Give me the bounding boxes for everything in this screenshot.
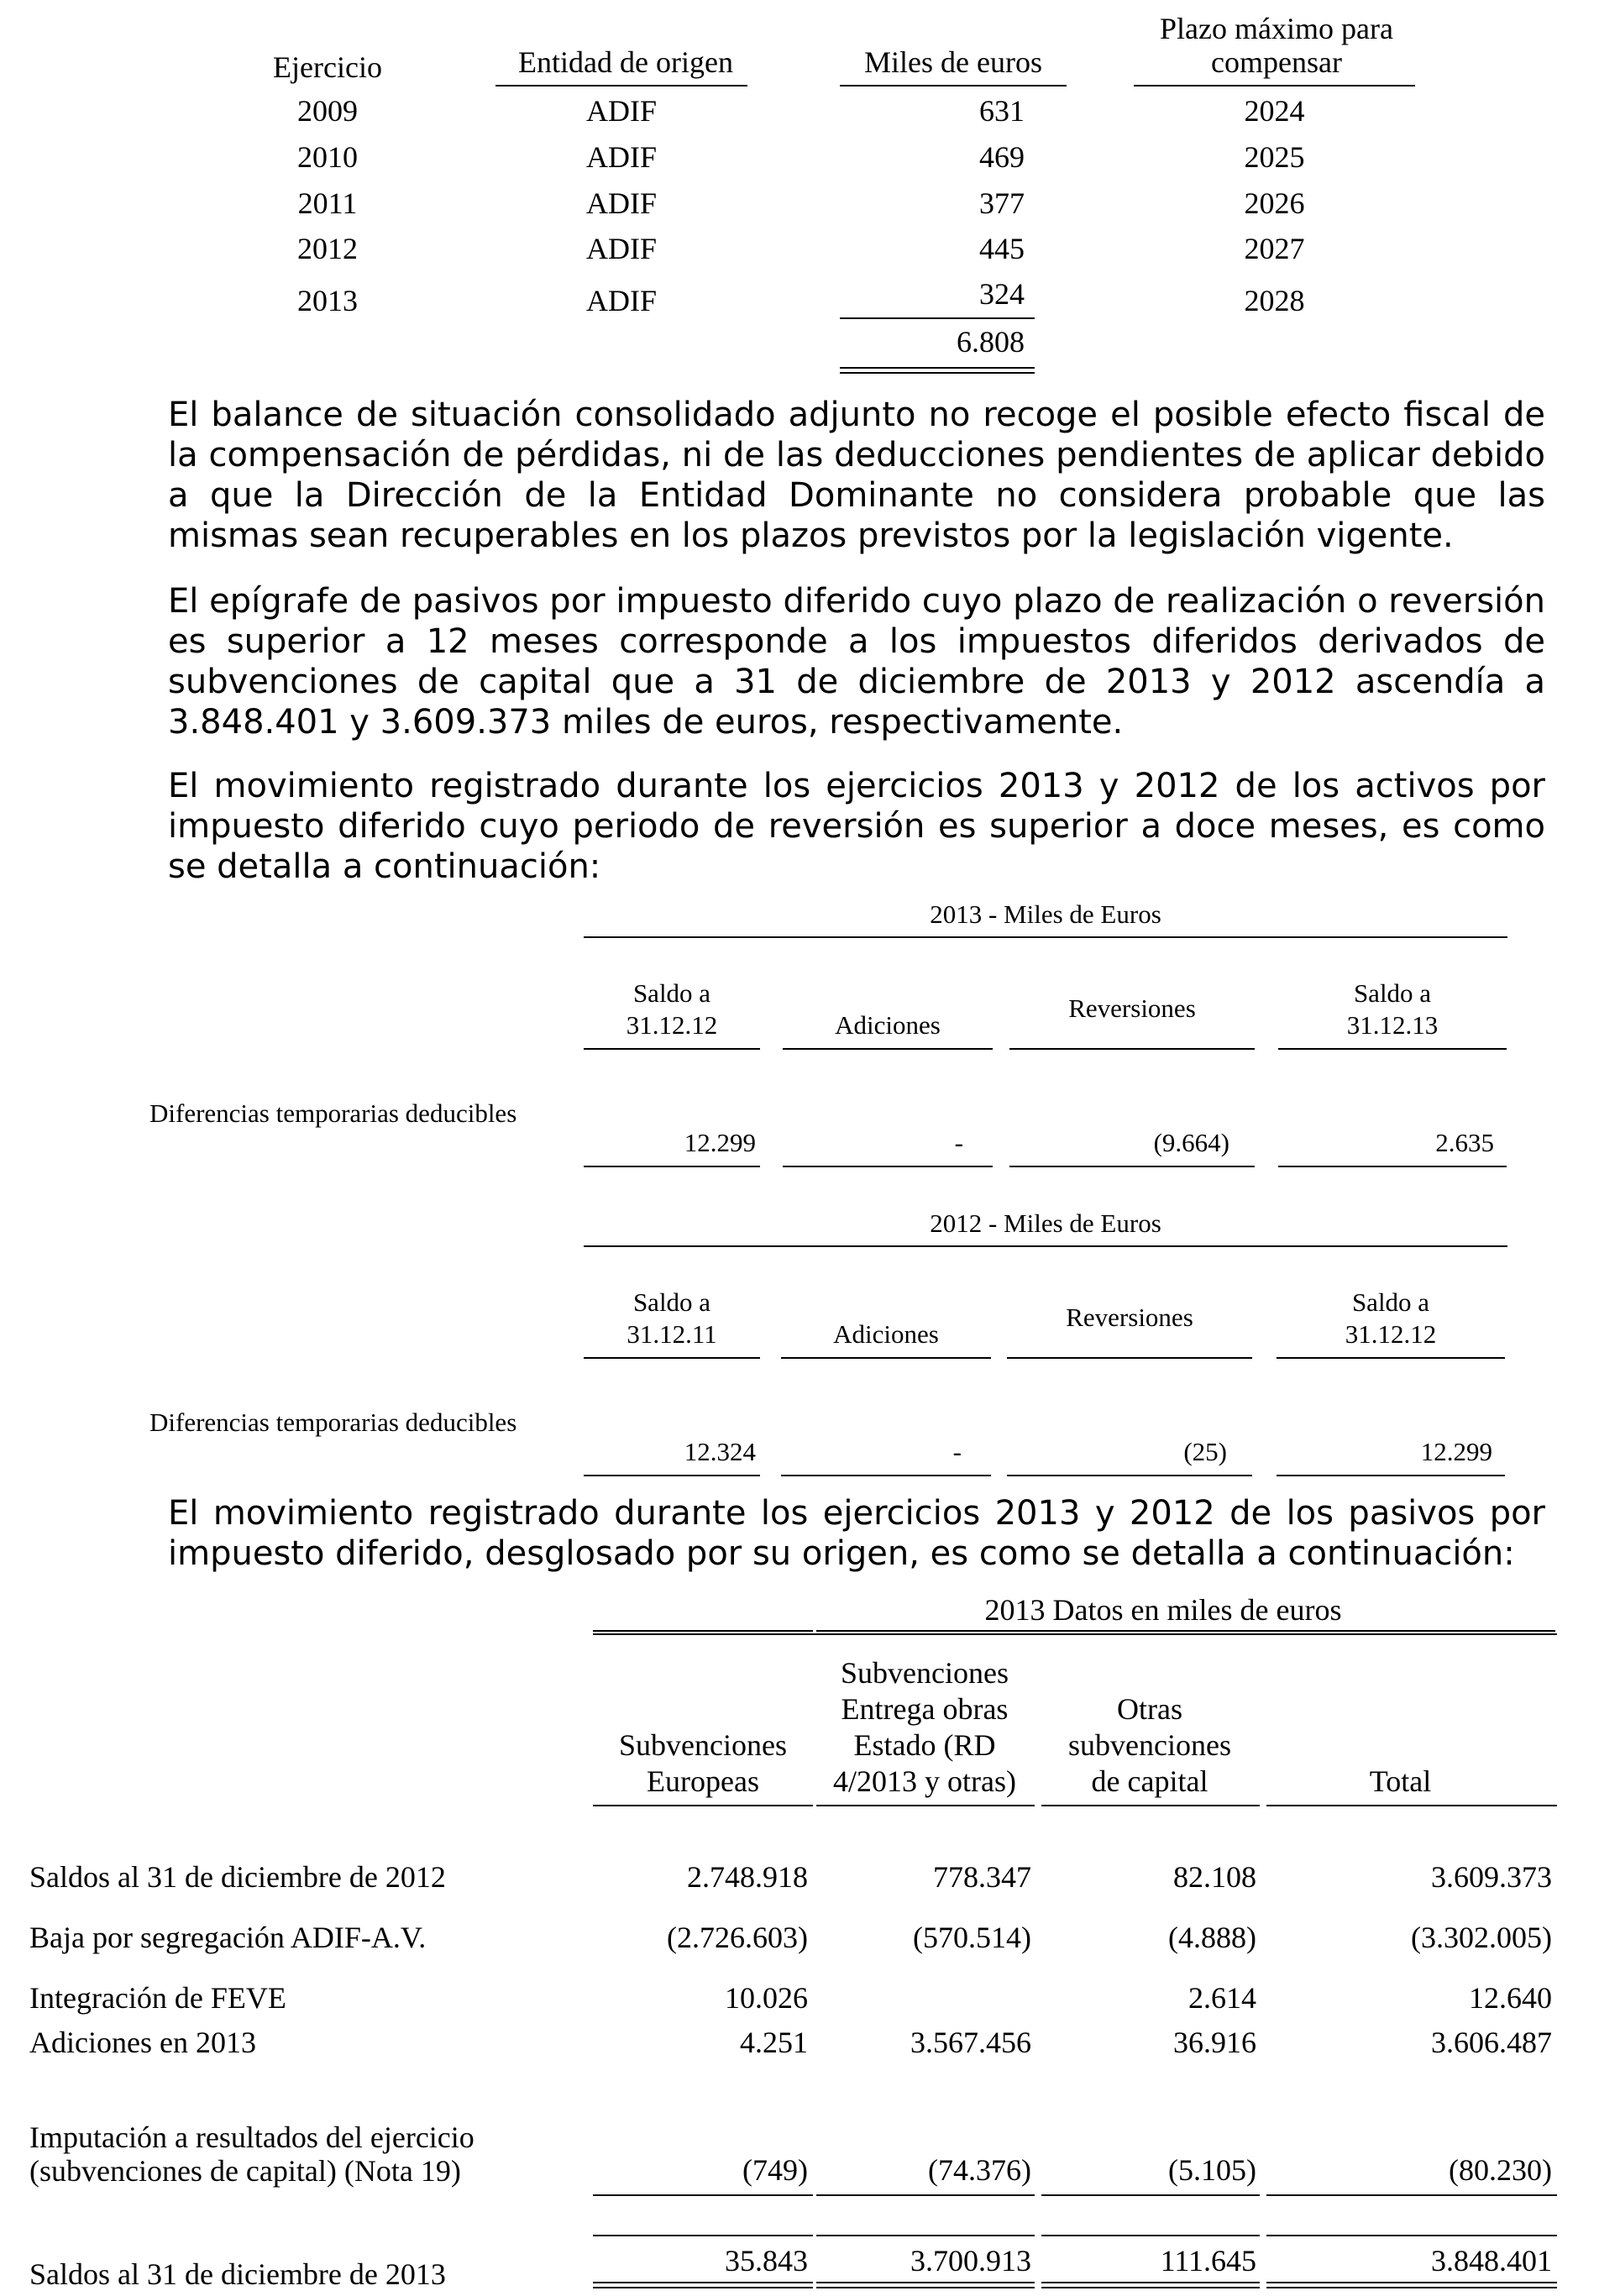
value-total: (80.230): [1449, 2153, 1552, 2187]
col-header-reversals: Reversiones: [1066, 1303, 1193, 1332]
total-double-rule: [816, 2282, 1035, 2288]
value-european: 2.748.918: [687, 1860, 808, 1894]
deferred-liabilities-2013-table: [0, 1591, 1620, 2296]
cell-entity: ADIF: [585, 186, 657, 220]
value-other: 36.916: [1173, 2026, 1256, 2059]
cell-year: 2012: [297, 232, 358, 265]
title-rule: [584, 936, 1507, 938]
row-label: Diferencias temporarias deducibles: [149, 1407, 517, 1437]
value-state: 3.567.456: [910, 2026, 1031, 2059]
deferred-assets-2012-table: [0, 1199, 1620, 1485]
value-other: 2.614: [1188, 1981, 1256, 2015]
header-amount: Miles de euros: [864, 45, 1042, 79]
table-title: 2013 Datos en miles de euros: [984, 1593, 1342, 1627]
title-rule: [816, 1630, 1555, 1632]
cell-deadline: 2028: [1244, 284, 1305, 317]
col-header-state-line4: 4/2013 y otras): [833, 1764, 1016, 1798]
value-total: 3.609.373: [1431, 1860, 1552, 1894]
col-rule: [781, 1357, 991, 1359]
col-header-european-line2: Europeas: [647, 1764, 759, 1798]
value-closing: 12.299: [1420, 1437, 1492, 1466]
cell-deadline: 2024: [1244, 94, 1305, 128]
col-header-opening: Saldo a: [632, 978, 711, 1008]
col-header-other-line3: de capital: [1091, 1764, 1208, 1798]
total-top-rule: [816, 2235, 1035, 2236]
value-total: (3.302.005): [1411, 1921, 1552, 1954]
col-header-european-line1: Subvenciones: [619, 1728, 787, 1762]
value-state: 778.347: [933, 1860, 1031, 1894]
row-label: Saldos al 31 de diciembre de 2012: [29, 1860, 446, 1894]
row-label-line2: (subvenciones de capital) (Nota 19): [29, 2154, 461, 2188]
col-header-additions: Adiciones: [835, 1010, 941, 1040]
total-double-rule: [1266, 2282, 1557, 2288]
col-header-closing: Saldo a: [1351, 1287, 1430, 1317]
value-state: 3.700.913: [910, 2244, 1031, 2278]
col-header-other-line2: subvenciones: [1068, 1728, 1231, 1762]
col-rule: [593, 1805, 813, 1806]
table-title: 2012 - Miles de Euros: [930, 1208, 1161, 1238]
header-deadline-line2: compensar: [1211, 45, 1342, 79]
row-label: Baja por segregación ADIF-A.V.: [29, 1921, 427, 1954]
header-rule-deadline: [1134, 85, 1415, 86]
col-header-opening-date: 31.12.11: [627, 1319, 717, 1349]
value-total: 3.606.487: [1431, 2026, 1552, 2059]
value-total: 3.848.401: [1431, 2244, 1552, 2278]
value-rule: [584, 1166, 760, 1167]
title-rule-left: [593, 1630, 813, 1632]
value-opening: 12.299: [684, 1128, 756, 1157]
header-deadline-line1: Plazo máximo para: [1160, 12, 1393, 45]
col-rule: [1007, 1357, 1252, 1359]
value-additions: -: [954, 1128, 963, 1157]
col-rule: [816, 1805, 1035, 1806]
cell-amount: 445: [979, 232, 1025, 265]
total-top-rule: [1041, 2235, 1260, 2236]
cell-deadline: 2026: [1244, 186, 1305, 220]
col-rule: [1009, 1048, 1255, 1050]
col-header-closing: Saldo a: [1353, 978, 1432, 1008]
col-header-additions: Adiciones: [833, 1319, 939, 1349]
value-rule: [1277, 1475, 1505, 1476]
cell-year: 2011: [297, 186, 358, 220]
value-rule: [584, 1475, 760, 1476]
header-rule-amount: [840, 85, 1067, 86]
value-closing: 2.635: [1435, 1128, 1494, 1157]
paragraph-deferred-liabilities: El epígrafe de pasivos por impuesto diferido cuyo plazo de realización o reversión es superior a 12 meses corresponde a los impuestos diferidos derivados de subvenciones de capital que a 31 de diciembre de 2013 y 2012 ascendía a 3.848.401 y 3.609.373 miles de euros, respectivamente.: [168, 582, 1545, 742]
row-label-line1: Imputación a resultados del ejercicio: [29, 2120, 474, 2154]
col-header-closing-date: 31.12.13: [1346, 1010, 1439, 1040]
cell-amount: 469: [979, 140, 1025, 174]
subtotal-rule: [1266, 2194, 1557, 2196]
cell-entity: ADIF: [585, 140, 657, 174]
cell-entity: ADIF: [585, 232, 657, 265]
value-state: (74.376): [928, 2153, 1031, 2187]
col-header-state-line1: Subvenciones: [841, 1656, 1009, 1690]
value-rule: [783, 1166, 993, 1167]
row-label: Integración de FEVE: [29, 1981, 286, 2015]
col-header-other-line1: Otras: [1117, 1692, 1182, 1726]
header-year: Ejercicio: [273, 50, 382, 84]
value-rule: [781, 1475, 991, 1476]
value-european: 4.251: [740, 2026, 808, 2059]
col-rule: [1266, 1805, 1557, 1806]
value-opening: 12.324: [684, 1437, 756, 1466]
header-entity: Entidad de origen: [518, 45, 733, 79]
col-rule: [1041, 1805, 1260, 1806]
value-reversals: (9.664): [1153, 1128, 1229, 1157]
header-rule-entity: [495, 85, 747, 86]
col-header-total: Total: [1369, 1764, 1432, 1798]
total-double-rule: [840, 367, 1035, 374]
value-other: (5.105): [1168, 2153, 1256, 2187]
value-rule: [1007, 1475, 1252, 1476]
title-double-rule: [593, 1633, 1557, 1638]
col-rule: [1277, 1357, 1505, 1359]
cell-amount: 377: [979, 186, 1025, 220]
cell-year: 2010: [297, 140, 358, 174]
subtotal-rule: [840, 317, 1035, 319]
paragraph-deferred-liabilities-intro: El movimiento registrado durante los ejercicios 2013 y 2012 de los pasivos por impuesto diferido, desglosado por su origen, es como se detalla a continuación:: [168, 1494, 1545, 1573]
total-double-rule: [1041, 2282, 1260, 2288]
col-rule: [1278, 1048, 1507, 1050]
total-top-rule: [1266, 2235, 1557, 2236]
col-rule: [783, 1048, 993, 1050]
table-title: 2013 - Miles de Euros: [930, 899, 1161, 929]
value-state: (570.514): [913, 1921, 1031, 1954]
cell-year: 2009: [297, 94, 358, 128]
value-rule: [1009, 1166, 1255, 1167]
value-european: (749): [742, 2153, 808, 2187]
cell-entity: ADIF: [585, 94, 657, 128]
value-european: (2.726.603): [667, 1921, 808, 1954]
col-header-state-line2: Entrega obras: [841, 1692, 1009, 1726]
value-other: (4.888): [1168, 1921, 1256, 1954]
col-header-opening: Saldo a: [632, 1287, 711, 1317]
subtotal-rule: [593, 2194, 813, 2196]
col-rule: [584, 1048, 760, 1050]
deferred-assets-2013-table: [0, 890, 1620, 1176]
cell-year: 2013: [297, 284, 358, 317]
row-label: Saldos al 31 de diciembre de 2013: [29, 2257, 446, 2291]
cell-amount: 324: [979, 277, 1025, 311]
col-rule: [584, 1357, 760, 1359]
col-header-state-line3: Estado (RD: [853, 1728, 996, 1762]
title-rule: [584, 1245, 1507, 1247]
row-label: Diferencias temporarias deducibles: [149, 1098, 517, 1128]
cell-deadline: 2027: [1244, 232, 1305, 265]
row-label: Adiciones en 2013: [29, 2026, 256, 2059]
loss-carryforward-table: [210, 8, 1428, 378]
col-header-closing-date: 31.12.12: [1345, 1319, 1437, 1349]
value-european: 35.843: [725, 2244, 808, 2278]
value-rule: [1278, 1166, 1507, 1167]
paragraph-deferred-assets-intro: El movimiento registrado durante los ejercicios 2013 y 2012 de los activos por impuesto diferido cuyo periodo de reversión es superior a doce meses, es como se detalla a continuación:: [168, 767, 1545, 886]
value-additions: -: [952, 1437, 962, 1466]
total-double-rule: [593, 2282, 813, 2288]
cell-deadline: 2025: [1244, 140, 1305, 174]
cell-amount: 631: [979, 94, 1025, 128]
subtotal-rule: [816, 2194, 1035, 2196]
total-top-rule: [593, 2235, 813, 2236]
value-european: 10.026: [725, 1981, 808, 2015]
value-reversals: (25): [1183, 1437, 1227, 1466]
total-amount: 6.808: [957, 325, 1025, 359]
value-other: 111.645: [1160, 2244, 1256, 2278]
subtotal-rule: [1041, 2194, 1260, 2196]
value-other: 82.108: [1173, 1860, 1256, 1894]
value-total: 12.640: [1469, 1981, 1552, 2015]
col-header-opening-date: 31.12.12: [626, 1010, 718, 1040]
cell-entity: ADIF: [585, 284, 657, 317]
paragraph-fiscal-effect: El balance de situación consolidado adjunto no recoge el posible efecto fiscal de la compensación de pérdidas, ni de las deducciones pendientes de aplicar debido a que la Dirección de la Entidad Dominante no considera probable que las mismas sean recuperables en los plazos previstos por la legislación vigente.: [168, 396, 1545, 555]
col-header-reversals: Reversiones: [1068, 993, 1196, 1023]
